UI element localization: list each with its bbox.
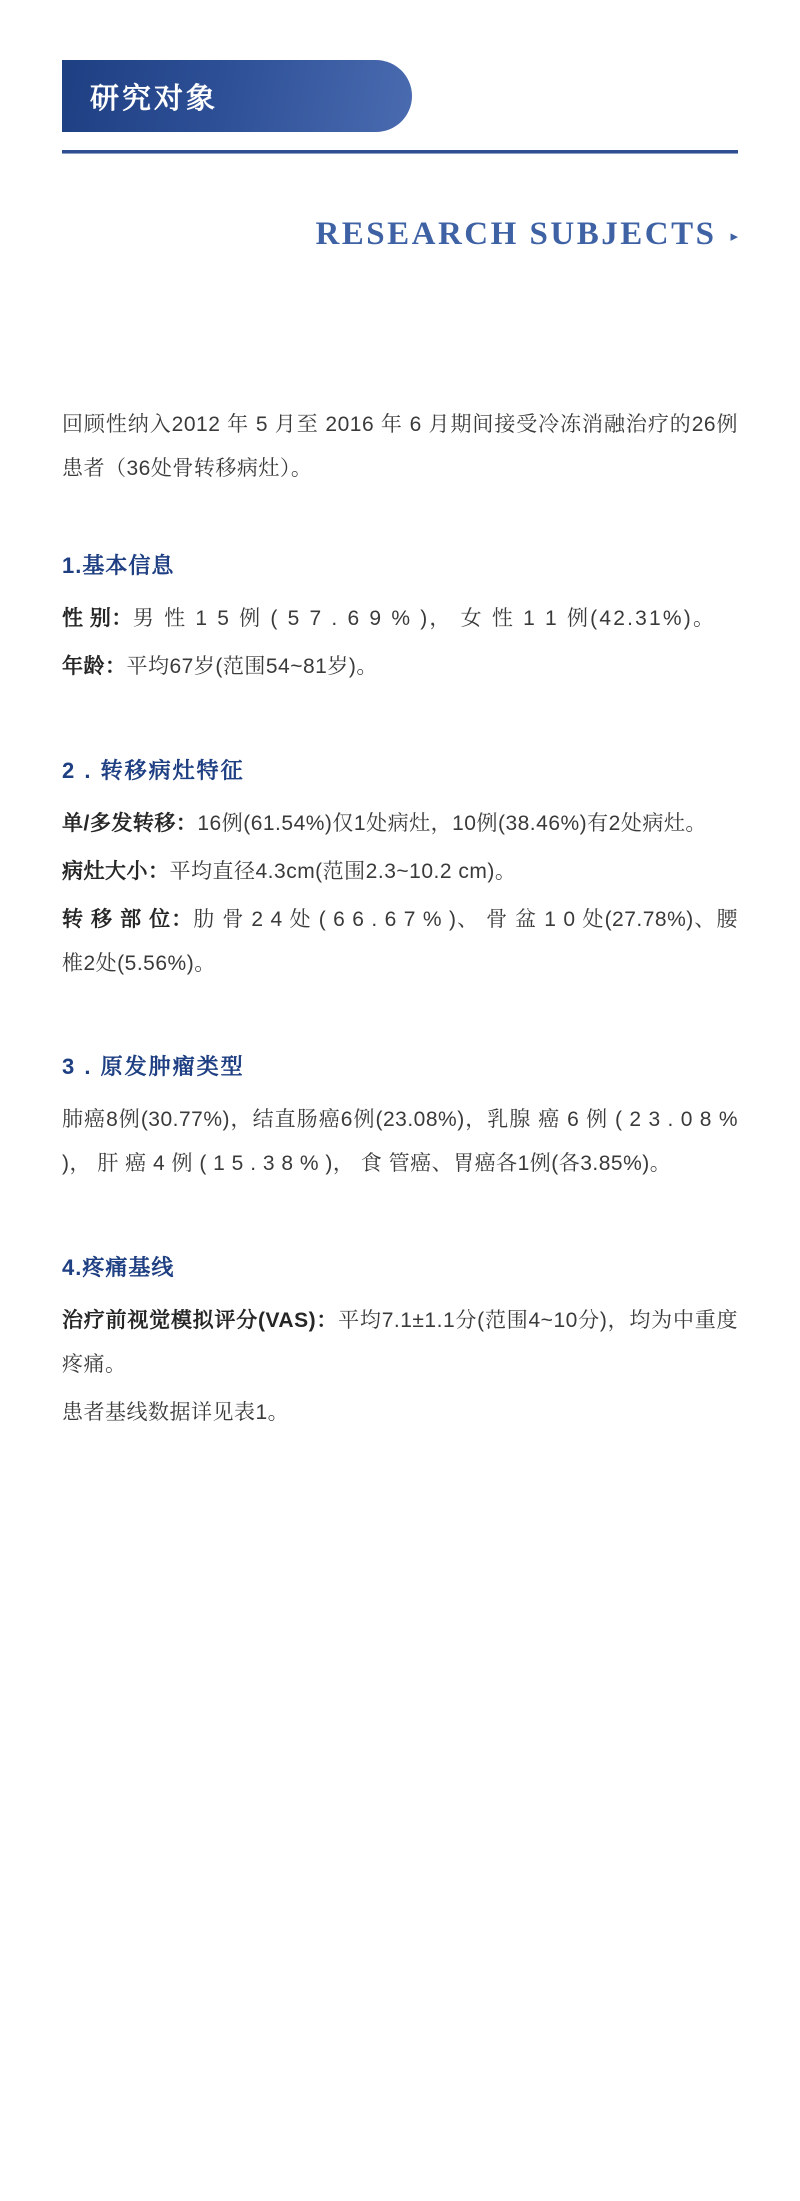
- section-heading: 3 . 原发肿瘤类型: [62, 1054, 245, 1080]
- line-text: 男 性 1 5 例 ( 5 7 . 6 9 % )， 女 性 1 1 例(42.31%)。: [132, 607, 717, 631]
- section-banner: [62, 60, 412, 132]
- line-text: 患者基线数据详见表1。: [62, 1400, 290, 1424]
- subtitle-english: RESEARCH SUBJECTS: [315, 216, 717, 252]
- line-text: 平均7.1±1.1分(范围4~10分)，均为中重度疼痛。: [62, 1308, 739, 1376]
- document-body: [62, 403, 738, 1435]
- info-line: [62, 1299, 738, 1387]
- section-primary-tumor-types: [62, 1044, 738, 1186]
- section-heading: 2 . 转移病灶特征: [62, 757, 245, 783]
- triangle-right-icon: ▸: [730, 228, 738, 245]
- info-line: [62, 645, 738, 689]
- page-header: [0, 60, 800, 190]
- info-line: [62, 802, 738, 846]
- info-line: [62, 850, 738, 894]
- section-pain-baseline: [62, 1245, 738, 1435]
- line-text: 16例(61.54%)仅1处病灶，10例(38.46%)有2处病灶。: [197, 811, 707, 835]
- info-line: [62, 1098, 738, 1186]
- info-line: [62, 597, 738, 641]
- line-label: 转 移 部 位：: [62, 907, 194, 931]
- line-label: 病灶大小：: [62, 859, 170, 883]
- intro-paragraph: 回顾性纳入2012 年 5 月至 2016 年 6 月期间接受冷冻消融治疗的26例患者（36处骨转移病灶）。: [62, 413, 738, 481]
- banner-title: 研究对象: [90, 82, 219, 115]
- section-heading: 4.疼痛基线: [62, 1254, 175, 1280]
- subtitle-row: [62, 216, 738, 253]
- line-label: 单/多发转移：: [62, 811, 198, 835]
- line-text: 肋 骨 2 4 处 ( 6 6 . 6 7 % )、 骨 盆 1 0 处(27.78%)、腰椎2处(5.56%)。: [62, 907, 738, 976]
- info-line: [62, 1391, 738, 1435]
- section-heading: 1.基本信息: [62, 553, 175, 579]
- line-label: 性 别：: [62, 607, 133, 631]
- header-divider: [62, 150, 738, 153]
- section-basic-info: [62, 543, 738, 689]
- info-line: [62, 898, 738, 986]
- line-label: 年龄：: [62, 655, 127, 679]
- line-text: 肺癌8例(30.77%)，结直肠癌6例(23.08%)，乳腺 癌 6 例 ( 2 3 . 0 8 % )， 肝 癌 4 例 ( 1 5 . 3 8 % )， 食 管癌、胃癌各1例(各3.85%)。: [62, 1108, 738, 1176]
- line-text: 平均67岁(范围54~81岁)。: [126, 655, 378, 679]
- line-text: 平均直径4.3cm(范围2.3~10.2 cm)。: [169, 859, 517, 883]
- line-label: 治疗前视觉模拟评分(VAS)：: [62, 1308, 339, 1332]
- section-metastatic-lesion-features: [62, 748, 738, 987]
- document-page: [0, 60, 800, 2201]
